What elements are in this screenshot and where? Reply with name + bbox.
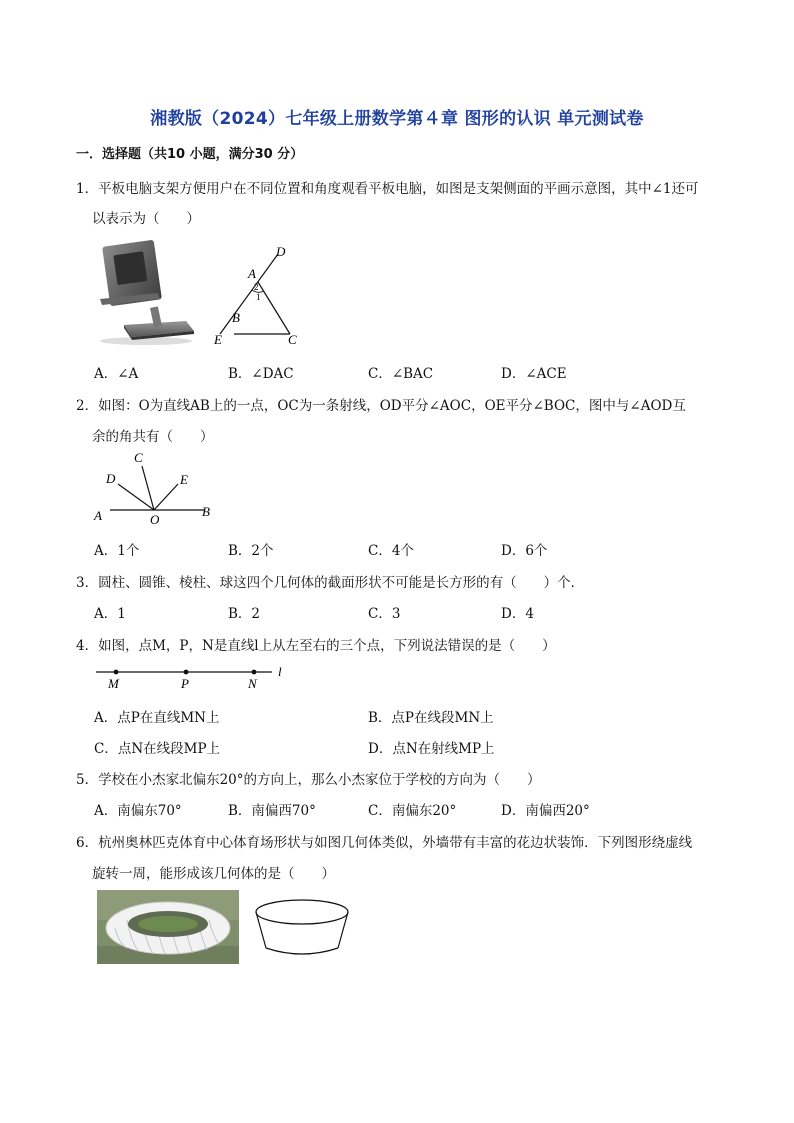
q5-option-b[interactable]: B．南偏西70° bbox=[228, 803, 316, 819]
question-3-line-1 bbox=[76, 571, 584, 591]
stadium-image bbox=[97, 890, 239, 964]
label-C: C bbox=[134, 450, 143, 465]
question-number: 2． bbox=[76, 398, 99, 414]
label-P: P bbox=[181, 676, 189, 691]
q5-option-a[interactable]: A．南偏东70° bbox=[94, 803, 182, 819]
question-text: 杭州奥林匹克体育中心体育场形状与如图几何体类似，外墙带有丰富的花边状装饰．下列图形绕虚线 bbox=[98, 835, 693, 851]
question-text: 学校在小杰家北偏东20°的方向上，那么小杰家位于学校的方向为（ ） bbox=[98, 772, 541, 788]
label-B: B bbox=[202, 504, 210, 519]
label-E: E bbox=[180, 472, 188, 487]
q1-option-c[interactable]: C．∠BAC bbox=[368, 366, 434, 382]
q4-option-c[interactable]: C．点N在线段MP上 bbox=[94, 741, 221, 757]
label-A: A bbox=[248, 266, 256, 281]
frustum-figure bbox=[252, 896, 354, 960]
label-angle-2: 2 bbox=[254, 282, 259, 292]
question-6-line-1 bbox=[76, 831, 692, 851]
q5-option-c[interactable]: C．南偏东20° bbox=[368, 803, 457, 819]
q3-option-d[interactable]: D．4 bbox=[501, 606, 534, 622]
label-N: N bbox=[248, 676, 257, 691]
question-text: 圆柱、圆锥、棱柱、球这四个几何体的截面形状不可能是长方形的有（ ）个． bbox=[98, 575, 585, 591]
question-text: 如图，点M，P，N是直线l上从左至右的三个点，下列说法错误的是（ ） bbox=[98, 638, 556, 654]
q1-option-b[interactable]: B．∠DAC bbox=[228, 366, 294, 382]
label-O: O bbox=[150, 512, 160, 527]
question-number: 4． bbox=[76, 638, 99, 654]
question-number: 1． bbox=[76, 181, 99, 197]
question-5-line-1 bbox=[76, 768, 541, 788]
question-6-line-2: 旋转一周，能形成该几何体的是（ ） bbox=[92, 866, 335, 882]
label-D: D bbox=[276, 244, 286, 259]
section-heading: 一．选择题（共10 小题，满分30 分） bbox=[76, 147, 304, 162]
page-title: 湘教版（2024）七年级上册数学第４章 图形的认识 单元测试卷 bbox=[150, 109, 644, 129]
label-A: A bbox=[94, 508, 102, 523]
tablet-stand-image bbox=[94, 237, 196, 345]
label-l: l bbox=[278, 664, 282, 679]
q3-option-a[interactable]: A．1 bbox=[94, 606, 126, 622]
q2-option-a[interactable]: A．1个 bbox=[94, 543, 140, 559]
question-2-line-1 bbox=[76, 394, 686, 414]
question-4-figure bbox=[92, 662, 292, 692]
label-B: B bbox=[232, 310, 240, 325]
q1-option-d[interactable]: D．∠ACE bbox=[501, 366, 567, 382]
question-1-figure bbox=[208, 242, 308, 350]
q4-option-a[interactable]: A．点P在直线MN上 bbox=[94, 710, 220, 726]
q3-option-c[interactable]: C．3 bbox=[368, 606, 401, 622]
q4-option-b[interactable]: B．点P在线段MN上 bbox=[368, 710, 494, 726]
label-E: E bbox=[214, 332, 222, 347]
question-number: 5． bbox=[76, 772, 99, 788]
question-text: 平板电脑支架方便用户在不同位置和角度观看平板电脑，如图是支架侧面的平画示意图，其中∠1还可 bbox=[98, 181, 699, 197]
label-M: M bbox=[108, 676, 119, 691]
q2-option-d[interactable]: D．6个 bbox=[501, 543, 548, 559]
question-text: 如图：O为直线AB上的一点，OC为一条射线，OD平分∠AOC，OE平分∠BOC，图中与∠AOD互 bbox=[98, 398, 686, 414]
question-2-line-2: 余的角共有（ ） bbox=[92, 429, 214, 445]
question-1-line-1 bbox=[76, 177, 699, 197]
label-D: D bbox=[106, 471, 116, 486]
q3-option-b[interactable]: B．2 bbox=[228, 606, 261, 622]
question-2-figure bbox=[90, 450, 214, 530]
q1-option-a[interactable]: A．∠A bbox=[94, 366, 139, 382]
label-angle-1: 1 bbox=[256, 292, 261, 302]
question-number: 6． bbox=[76, 835, 99, 851]
q5-option-d[interactable]: D．南偏西20° bbox=[501, 803, 590, 819]
q2-option-b[interactable]: B．2个 bbox=[228, 543, 274, 559]
question-4-line-1 bbox=[76, 634, 556, 654]
q4-option-d[interactable]: D．点N在射线MP上 bbox=[368, 741, 495, 757]
question-1-line-2: 以表示为（ ） bbox=[92, 211, 200, 227]
q2-option-c[interactable]: C．4个 bbox=[368, 543, 414, 559]
label-C: C bbox=[288, 332, 297, 347]
question-number: 3． bbox=[76, 575, 99, 591]
